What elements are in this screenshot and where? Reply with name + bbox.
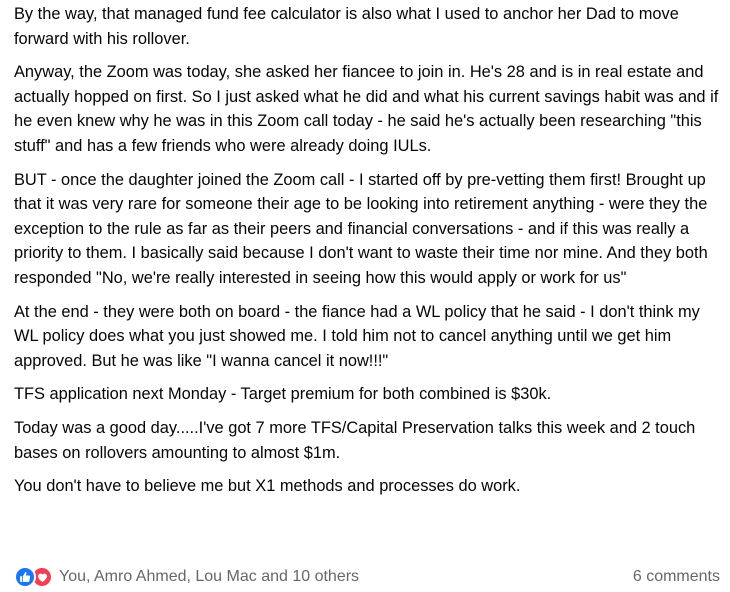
comments-count-link[interactable]: 6 comments (632, 568, 720, 585)
reaction-icons (14, 566, 53, 588)
post-paragraph-7: You don't have to believe me but X1 methods and processes do work. (14, 477, 521, 496)
post-paragraph-6: Today was a good day.....I've got 7 more TFS/Capital Preservation talks this week and 2 touch bases on rollovers amounting to almost $1m. (14, 418, 696, 462)
reactions-summary[interactable] (14, 566, 359, 588)
reactions-text: You, Amro Ahmed, Lou Mac and 10 others (59, 568, 360, 585)
like-icon (14, 566, 36, 588)
post-paragraph-1: By the way, that managed fund fee calculator is also what I used to anchor her Dad to move forward with his rollover. (14, 5, 679, 48)
post-body (14, 2, 720, 499)
post-paragraph-3: BUT - once the daughter joined the Zoom call - I started off by pre-vetting them first! Brought up that it was very rare for someone their age to be looking into retirement anything - were they the exception to the rule as far as their peers and financial conversations - and if this was really a priority to them. I basically said because I don't want to waste their time nor mine. And they both responded "No, we're really interested in seeing how this would apply or work for us" (14, 170, 708, 287)
post-footer (14, 563, 720, 591)
post-paragraph-5: TFS application next Monday - Target premium for both combined is $30k. (14, 385, 552, 404)
post-paragraph-2: Anyway, the Zoom was today, she asked her fiancee to join in. He's 28 and is in real estate and actually hopped on first. So I just asked what he did and what his current savings habit was and if he even knew why he was in this Zoom call today - he said he's actually been researching "this stuff" and has a few friends who were already doing IULs. (14, 63, 719, 155)
post-paragraph-4: At the end - they were both on board - the fiance had a WL policy that he said - I don't think my WL policy does what you just showed me. I told him not to cancel anything until we get him approved. But he was like "I wanna cancel it now!!!" (14, 302, 700, 370)
